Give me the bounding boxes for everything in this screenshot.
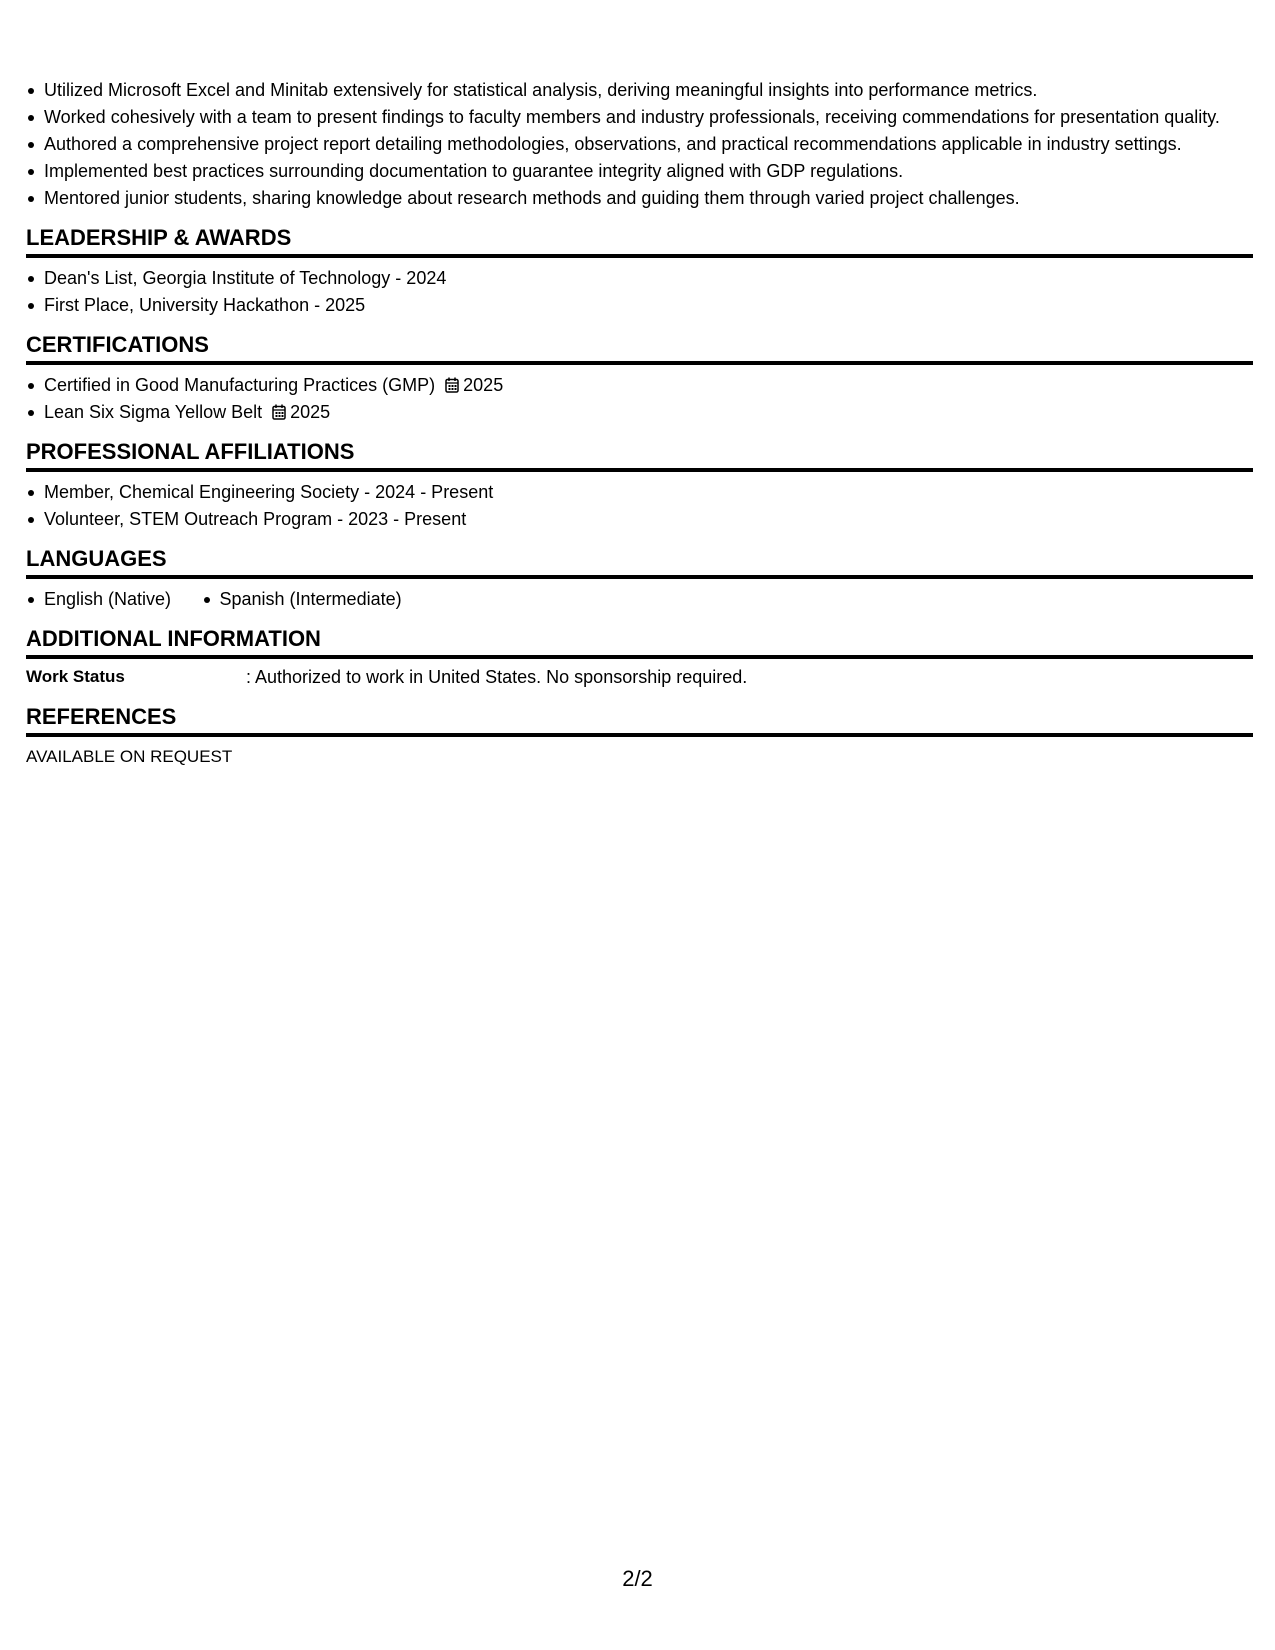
list-item: Dean's List, Georgia Institute of Technology - 2024 — [44, 266, 1253, 290]
resume-page — [26, 78, 1253, 769]
list-item: Worked cohesively with a team to present findings to faculty members and industry professionals, receiving commendations for presentation quality. — [44, 105, 1253, 129]
list-item: Spanish (Intermediate) — [219, 589, 402, 609]
certification-year: 2025 — [290, 402, 331, 422]
work-status-value: : Authorized to work in United States. No sponsorship required. — [246, 667, 748, 687]
section-title: ADDITIONAL INFORMATION — [26, 625, 1253, 659]
work-status-row — [26, 665, 1253, 689]
affiliations-section — [26, 438, 1253, 531]
section-title: LEADERSHIP & AWARDS — [26, 224, 1253, 258]
calendar-icon — [272, 404, 286, 420]
list-item: English (Native) — [44, 589, 172, 609]
affiliations-list — [26, 480, 1253, 531]
list-item: First Place, University Hackathon - 2025 — [44, 293, 1253, 317]
section-title: PROFESSIONAL AFFILIATIONS — [26, 438, 1253, 472]
certification-year: 2025 — [463, 375, 504, 395]
section-title: CERTIFICATIONS — [26, 331, 1253, 365]
work-status-label: Work Status — [26, 667, 125, 686]
calendar-icon — [445, 377, 459, 393]
list-item: Authored a comprehensive project report detailing methodologies, observations, and practical recommendations applicable in industry settings. — [44, 132, 1253, 156]
languages-list — [26, 587, 1253, 611]
list-item — [44, 373, 1253, 397]
list-item: Volunteer, STEM Outreach Program - 2023 - Present — [44, 507, 1253, 531]
section-title: LANGUAGES — [26, 545, 1253, 579]
leadership-section — [26, 224, 1253, 317]
leadership-list — [26, 266, 1253, 317]
list-item: Utilized Microsoft Excel and Minitab extensively for statistical analysis, deriving meaningful insights into performance metrics. — [44, 78, 1253, 102]
certifications-list — [26, 373, 1253, 424]
languages-section — [26, 545, 1253, 611]
additional-info-section — [26, 625, 1253, 689]
certifications-section — [26, 331, 1253, 424]
experience-bullet-list — [26, 78, 1253, 210]
page-number: 2/2 — [622, 1566, 653, 1591]
certification-name: Lean Six Sigma Yellow Belt — [44, 402, 263, 422]
list-item — [44, 400, 1253, 424]
references-text: AVAILABLE ON REQUEST — [26, 747, 233, 766]
list-item: Mentored junior students, sharing knowledge about research methods and guiding them through varied project challenges. — [44, 186, 1253, 210]
references-section — [26, 703, 1253, 769]
section-title: REFERENCES — [26, 703, 1253, 737]
list-item: Implemented best practices surrounding documentation to guarantee integrity aligned with GDP regulations. — [44, 159, 1253, 183]
certification-name: Certified in Good Manufacturing Practices (GMP) — [44, 375, 436, 395]
list-item: Member, Chemical Engineering Society - 2024 - Present — [44, 480, 1253, 504]
